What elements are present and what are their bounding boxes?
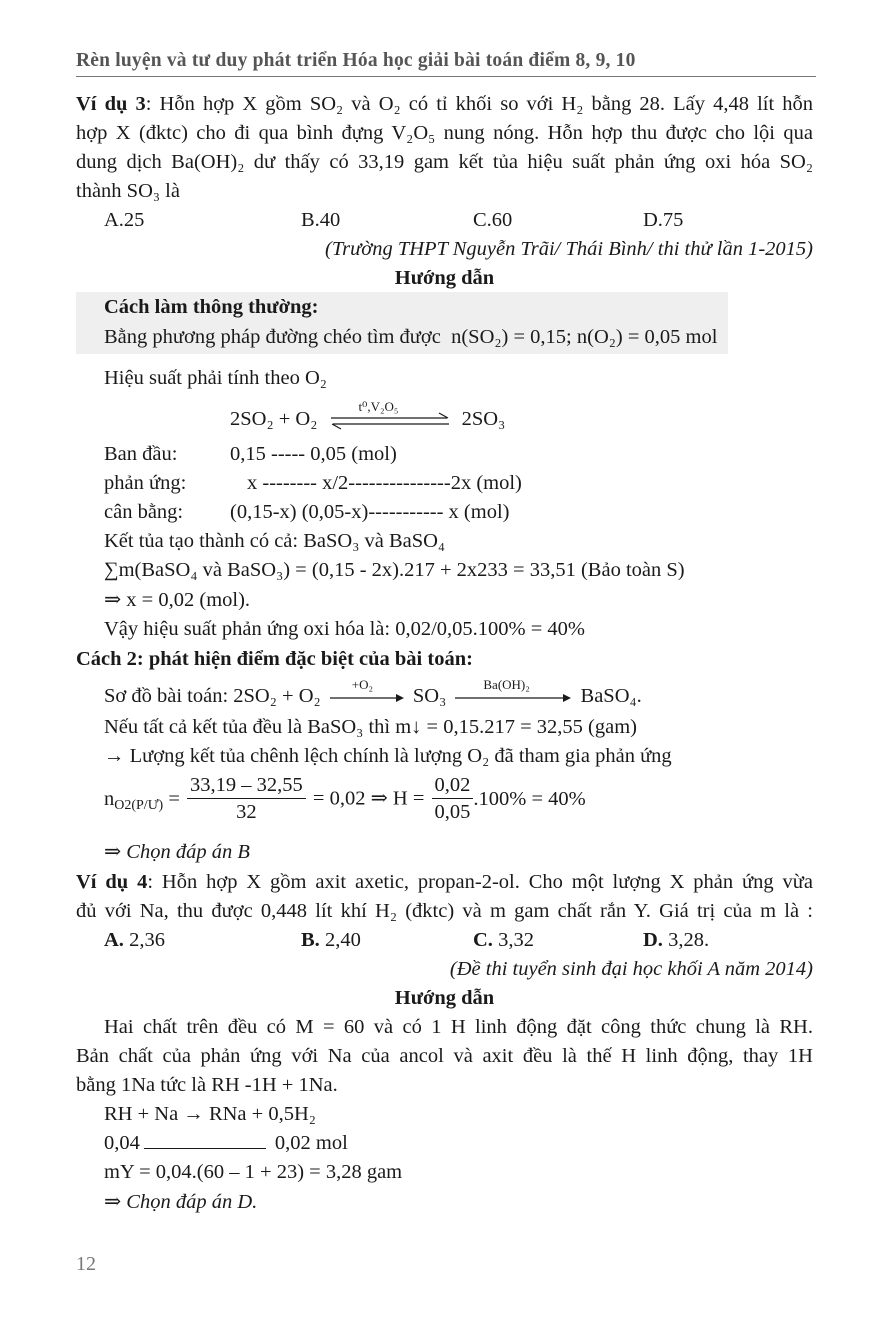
ex4-mass: mY = 0,04.(60 – 1 + 23) = 3,28 gam [104, 1161, 403, 1183]
scheme-reactants: 2SO₂ + O₂ [233, 685, 321, 707]
row-label-reacted: phản ứng: [104, 472, 187, 494]
fraction-1-numerator: 33,19 – 32,55 [187, 772, 306, 799]
ex4-option-b-key: B. [301, 929, 320, 951]
method1-title [104, 293, 318, 322]
ex4-option-c-value: 3,32 [492, 929, 534, 951]
scheme-arrow-1-label: +O₂ [351, 677, 374, 693]
ex4-para-3: bằng 1Na tức là RH -1H + 1Na. [76, 1074, 338, 1096]
equilibrium-equation [230, 399, 506, 434]
ex4-option-b-value: 2,40 [319, 929, 361, 951]
ex3-option-d: D.75 [643, 209, 684, 231]
ex4-line-2: đủ với Na, thu được 0,448 lít khí H₂ (đktc) và m gam chất rắn Y. Giá trị của m là : [76, 900, 813, 922]
ex4-guide-heading [76, 984, 813, 1013]
ex4-option-d [643, 926, 709, 955]
scheme-intermediate: SO₃ [412, 685, 447, 707]
ex3-text-1: : Hỗn hợp X gồm SO₂ và O₂ có tỉ khối so với H₂ bằng 28. Lấy 4,48 lít hỗn [145, 93, 813, 115]
ex3-line-4: thành SO₃ là [76, 180, 180, 202]
eq-product: 2SO₃ [461, 408, 506, 430]
ex4-option-a-value: 2,36 [123, 929, 165, 951]
ex3-guide-text: Hướng dẫn [394, 267, 495, 289]
double-arrow-icon [329, 408, 451, 432]
ex3-label: Ví dụ 3 [76, 93, 146, 115]
method1-line [104, 323, 717, 352]
ex3-source: (Trường THPT Nguyễn Trãi/ Thái Bình/ thi thử lần 1-2015) [325, 238, 813, 260]
formula-result: .100% = 40% [473, 787, 586, 810]
o2-formula [104, 772, 586, 825]
eq-condition: t⁰,V₂O₅ [358, 399, 399, 415]
fraction-1-denominator: 32 [236, 801, 257, 823]
ex4-option-d-key: D. [643, 929, 663, 951]
all-baso3-line: Nếu tất cả kết tủa đều là BaSO₃ thì m↓ = 0,15.217 = 32,55 (gam) [104, 716, 637, 738]
method1-text: Bằng phương pháp đường chéo tìm được [104, 326, 441, 348]
page-number: 12 [76, 1253, 96, 1275]
equilibrium-arrow [329, 399, 451, 432]
fill-line [144, 1130, 266, 1149]
method1-title-text: Cách làm thông thường: [104, 296, 319, 318]
ex4-moles-h2: 0,02 mol [274, 1132, 348, 1154]
ex4-option-a-key: A. [104, 929, 124, 951]
ex4-option-b [301, 926, 361, 955]
ex4-moles [104, 1129, 348, 1158]
calc-by-o2: Hiệu suất phải tính theo O₂ [104, 367, 327, 389]
ex3-option-b: B.40 [301, 209, 341, 231]
x-value-line: ⇒ x = 0,02 (mol). [104, 589, 251, 611]
ex3-option-c: C.60 [473, 209, 513, 231]
ex4-label: Ví dụ 4 [76, 871, 148, 893]
ex4-line-1 [76, 868, 813, 897]
eq-reactants: 2SO₂ + O₂ [230, 408, 318, 430]
ex4-text-1: : Hỗn hợp X gồm axit axetic, propan-2-ol. Cho một lượng X phản ứng vừa [147, 871, 813, 893]
precipitate-line: Kết tủa tạo thành có cả: BaSO₃ và BaSO₄ [104, 530, 446, 552]
ex3-line-3: dung dịch Ba(OH)₂ dư thấy có 33,19 gam kết tủa hiệu suất phản ứng oxi hóa SO₂ [76, 151, 813, 173]
formula-n-sub: O2(P/Ư) [114, 797, 164, 813]
method2-title [76, 645, 473, 674]
fraction-2-denominator: 0,05 [434, 801, 471, 823]
reaction-scheme [104, 677, 642, 711]
scheme-product: BaSO₄. [580, 685, 642, 707]
ex4-answer: ⇒ Chọn đáp án D. [104, 1191, 258, 1213]
ex4-option-d-value: 3,28. [662, 929, 710, 951]
ex4-guide-text: Hướng dẫn [394, 987, 495, 1009]
scheme-arrow-1 [328, 677, 406, 707]
scheme-label: Sơ đồ bài toán: [104, 685, 229, 707]
fraction-2 [432, 772, 474, 825]
yield-line: Vậy hiệu suất phản ứng oxi hóa là: 0,02/0,05.100% = 40% [104, 618, 585, 640]
formula-lhs: $n_{O2(P/Ư)}$ = [104, 787, 180, 813]
running-header: Rèn luyện và tư duy phát triển Hóa học giải bài toán điểm 8, 9, 10 [76, 50, 816, 77]
right-arrow-icon [328, 687, 406, 707]
method1-moles: n(SO₂) = 0,15; n(O₂) = 0,05 mol [451, 326, 718, 348]
row-label-equilibrium: cân bằng: [104, 501, 184, 523]
formula-n: n [104, 787, 115, 810]
row-value-initial: 0,15 ----- 0,05 (mol) [230, 443, 397, 465]
ex3-line-1 [76, 90, 813, 119]
ex3-guide-heading [76, 264, 813, 293]
row-label-initial: Ban đầu: [104, 443, 178, 465]
ex4-para-1: Hai chất trên đều có M = 60 và có 1 H linh động đặt công thức chung là RH. [104, 1016, 813, 1038]
ex3-option-a: A.25 [104, 209, 145, 231]
right-arrow-icon [453, 687, 573, 707]
ex3-line-2: hợp X (đktc) cho đi qua bình đựng V₂O₅ nung nóng. Hỗn hợp thu được cho lội qua [76, 122, 813, 144]
method2-title-text: Cách 2: phát hiện điểm đặc biệt của bài toán: [76, 648, 473, 670]
ex4-para-2: Bản chất của phản ứng với Na của ancol và axit đều là thế H linh động, thay 1H [76, 1045, 813, 1067]
fraction-2-numerator: 0,02 [432, 772, 474, 799]
row-value-equilibrium: (0,15-x) (0,05-x)----------- x (mol) [230, 501, 510, 523]
ex4-option-c [473, 926, 534, 955]
scheme-arrow-2-label: Ba(OH)₂ [483, 677, 530, 693]
fraction-1 [187, 772, 306, 825]
sum-mass-line: ∑m(BaSO₄ và BaSO₃) = (0,15 - 2x).217 + 2x233 = 33,51 (Bảo toàn S) [104, 559, 685, 581]
ex4-moles-rh: 0,04 [104, 1132, 140, 1154]
ex4-source: (Đề thi tuyển sinh đại học khối A năm 2014) [449, 958, 813, 980]
ex4-option-a [104, 926, 165, 955]
formula-mid: = 0,02 ⇒ H = [312, 787, 425, 810]
difference-line: → Lượng kết tủa chênh lệch chính là lượng O₂ đã tham gia phản ứng [104, 745, 672, 767]
ex3-answer: ⇒ Chọn đáp án B [104, 841, 250, 863]
scheme-arrow-2 [453, 677, 573, 707]
row-value-reacted: x -------- x/2---------------2x (mol) [247, 472, 522, 494]
ex4-reaction: RH + Na → RNa + 0,5H₂ [104, 1103, 316, 1125]
ex4-option-c-key: C. [473, 929, 493, 951]
